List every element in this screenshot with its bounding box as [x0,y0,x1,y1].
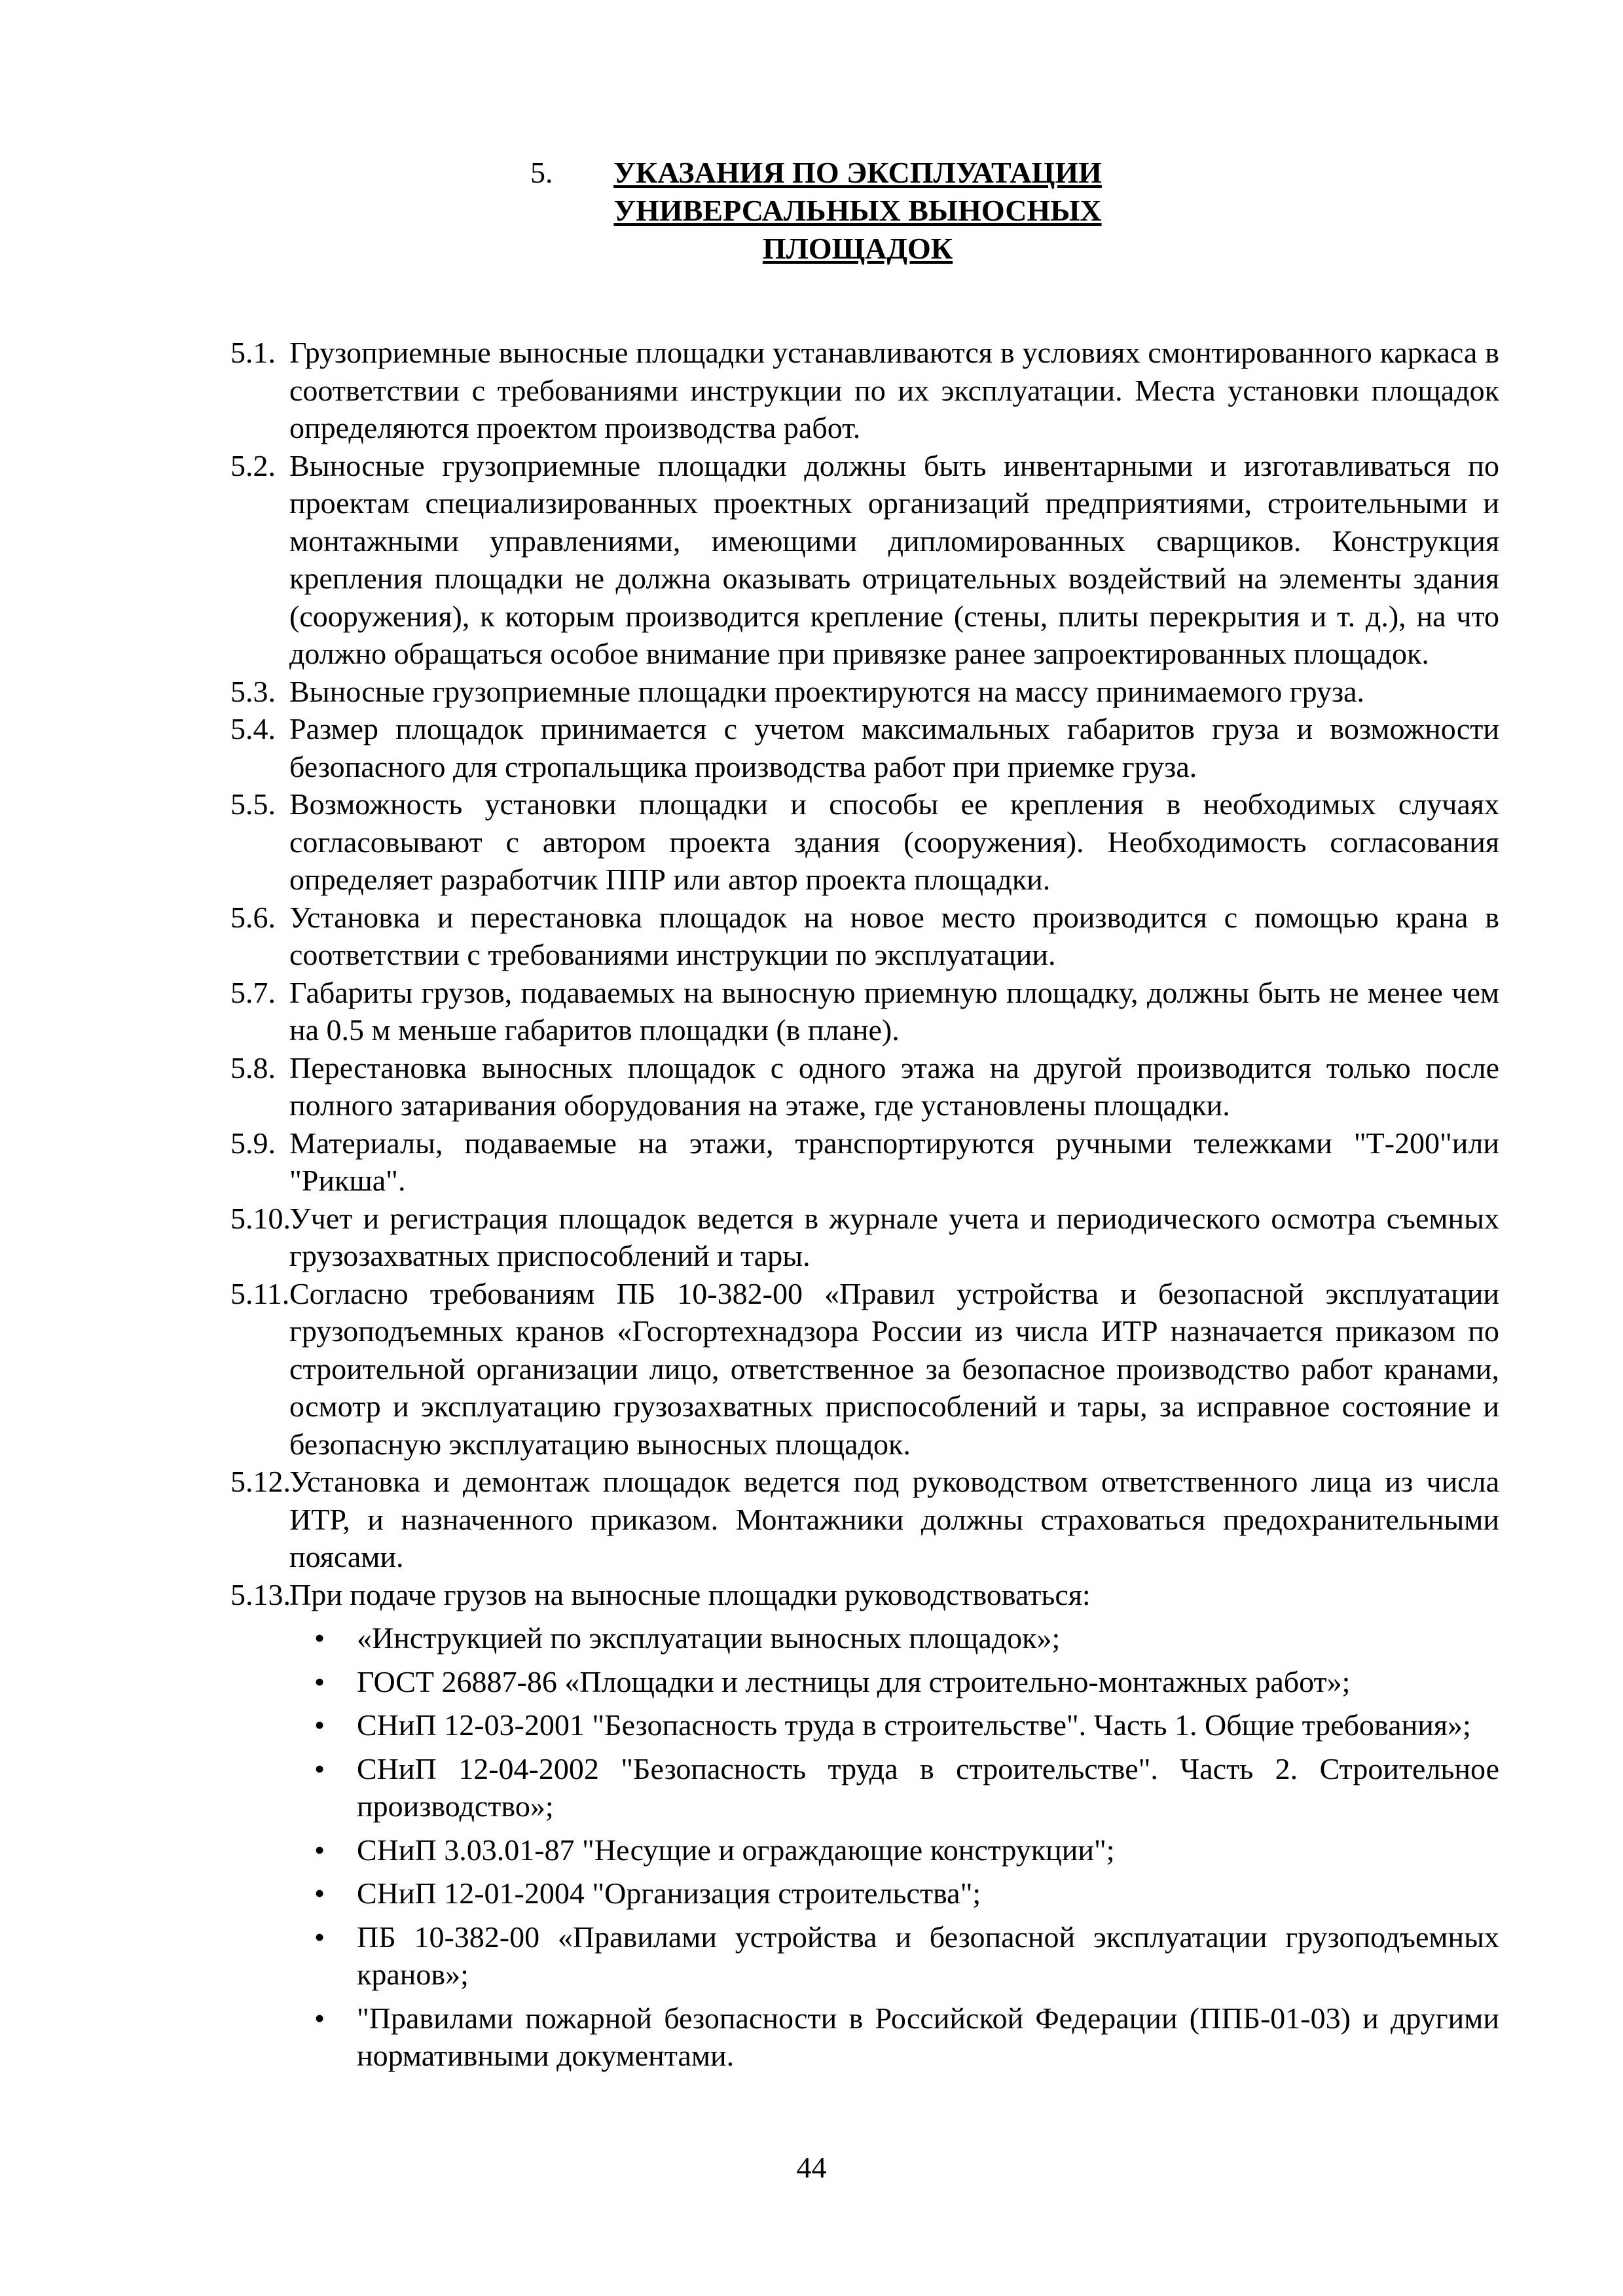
clause-number: 5.9. [230,1126,276,1160]
clause-text: Согласно требованиям ПБ 10-382-00 «Правил устройства и безопасной эксплуатации грузоподъемных кранов «Госгортехнадзора России из числа ИТР назначается приказом по строительной организации лицо, ответственное за безопасное производство работ кранами, осмотр и эксплуатацию грузозахватных приспособлений и тары, за исправное состояние и безопасную эксплуатацию выносных площадок. [289,1276,1499,1461]
bullet-icon: • [314,1876,325,1910]
clause-text: Учет и регистрация площадок ведется в журнале учета и периодического осмотра съемных грузозахватных приспособлений и тары. [289,1201,1499,1272]
clause-number: 5.6. [230,900,276,934]
clause-5-6 [230,899,1499,974]
clause-number: 5.10. [230,1201,291,1235]
list-item [230,1706,1499,1744]
clause-5-3 [230,673,1499,711]
clause-number: 5.1. [230,336,276,369]
section-heading [530,154,1185,268]
clause-number: 5.13. [230,1577,291,1611]
list-item-text: ПБ 10-382-00 «Правилами устройства и безопасной эксплуатации грузоподъемных кранов»; [357,1920,1499,1991]
clause-text: Материалы, подаваемые на этажи, транспортируются ручными тележками "Т-200"или "Рикша". [289,1126,1499,1197]
clause-number: 5.12. [230,1465,291,1498]
clause-number: 5.8. [230,1050,276,1085]
clause-text: Установка и перестановка площадок на новое место производится с помощью крана в соответствии с требованиями инструкции по эксплуатации. [289,900,1499,971]
clause-number: 5.7. [230,975,276,1009]
clause-text: Возможность установки площадки и способы ее крепления в необходимых случаях согласовывают с автором проекта здания (сооружения). Необходимость согласования определяет разработчик ППР или автор проекта площадки. [289,787,1499,896]
clause-text: Выносные грузоприемные площадки должны быть инвентарными и изготавливаться по проектам специализированных проектных организаций предприятиями, строительными и монтажными управлениями, имеющими дипломированных сварщиков. Конструкция крепления площадки не должна оказывать отрицательных воздействий на элементы здания (сооружения), к которым производится крепление (стены, плиты перекрытия и т. д.), на что должно обращаться особое внимание при привязке ранее запроектированных площадок. [289,448,1499,670]
clause-text: Установка и демонтаж площадок ведется под руководством ответственного лица из числа ИТР, и назначенного приказом. Монтажники должны страховаться предохранительными поясами. [289,1465,1499,1573]
clause-text: Размер площадок принимается с учетом максимальных габаритов груза и возможности безопасного для стропальщика производства работ при приемке груза. [289,712,1499,783]
list-item [230,1750,1499,1825]
clause-5-10 [230,1200,1499,1275]
clause-5-7 [230,974,1499,1049]
clause-text: Грузоприемные выносные площадки устанавливаются в условиях смонтированного каркаса в соответствии с требованиями инструкции по их эксплуатации. Места установки площадок определяются проектом производства работ. [289,336,1499,444]
clause-number: 5.11. [230,1276,290,1310]
bullet-icon: • [314,1621,325,1655]
list-item-text: СНиП 12-03-2001 "Безопасность труда в строительстве". Часть 1. Общие требования»; [357,1708,1471,1742]
section-body [230,334,1499,2075]
section-title-line-2: УНИВЕРСАЛЬНЫХ ВЫНОСНЫХ [613,194,1102,227]
bullet-icon: • [314,2001,325,2035]
clause-number: 5.4. [230,712,276,745]
bullet-icon: • [314,1920,325,1954]
list-item [230,1663,1499,1701]
clause-number: 5.2. [230,448,276,482]
page-number: 44 [796,2151,827,2184]
clause-5-12 [230,1463,1499,1576]
section-title-line-1: УКАЗАНИЯ ПО ЭКСПЛУАТАЦИИ [613,156,1102,189]
list-item [230,1831,1499,1869]
section-title-line-3: ПЛОЩАДОК [762,232,953,265]
list-item [230,1918,1499,1994]
list-item-text: «Инструкцией по эксплуатации выносных площадок»; [357,1621,1061,1655]
clause-text: Габариты грузов, подаваемых на выносную приемную площадку, должны быть не менее чем на 0.5 м меньше габаритов площадки (в плане). [289,975,1499,1047]
bullet-icon: • [314,1708,325,1742]
clause-5-8 [230,1049,1499,1124]
list-item [230,1619,1499,1657]
list-item-text: СНиП 12-01-2004 "Организация строительства"; [357,1876,981,1910]
clause-5-11 [230,1275,1499,1463]
clause-5-5 [230,785,1499,899]
bullet-icon: • [314,1751,325,1785]
clause-number: 5.5. [230,787,276,821]
list-item-text: ГОСТ 26887-86 «Площадки и лестницы для строительно-монтажных работ»; [357,1664,1351,1698]
clause-5-13 [230,1576,1499,1614]
clause-number: 5.3. [230,674,276,708]
list-item [230,2000,1499,2075]
list-item-text: СНиП 12-04-2002 "Безопасность труда в строительстве". Часть 2. Строительное производство»; [357,1751,1499,1823]
list-item [230,1874,1499,1912]
clause-5-9 [230,1124,1499,1200]
regulations-list [230,1619,1499,2075]
bullet-icon: • [314,1833,325,1867]
list-item-text: СНиП 3.03.01-87 "Несущие и ограждающие конструкции"; [357,1833,1115,1867]
clause-text: При подаче грузов на выносные площадки руководствоваться: [289,1577,1091,1611]
clause-5-2 [230,447,1499,673]
list-item-text: "Правилами пожарной безопасности в Российской Федерации (ППБ-01-03) и другими нормативными документами. [357,2001,1499,2072]
clause-5-1 [230,334,1499,447]
clause-text: Перестановка выносных площадок с одного этажа на другой производится только после полного затаривания оборудования на этаже, где установлены площадки. [289,1050,1499,1122]
section-number: 5. [530,156,553,189]
clause-text: Выносные грузоприемные площадки проектируются на массу принимаемого груза. [289,674,1365,708]
clause-5-4 [230,710,1499,785]
bullet-icon: • [314,1664,325,1698]
